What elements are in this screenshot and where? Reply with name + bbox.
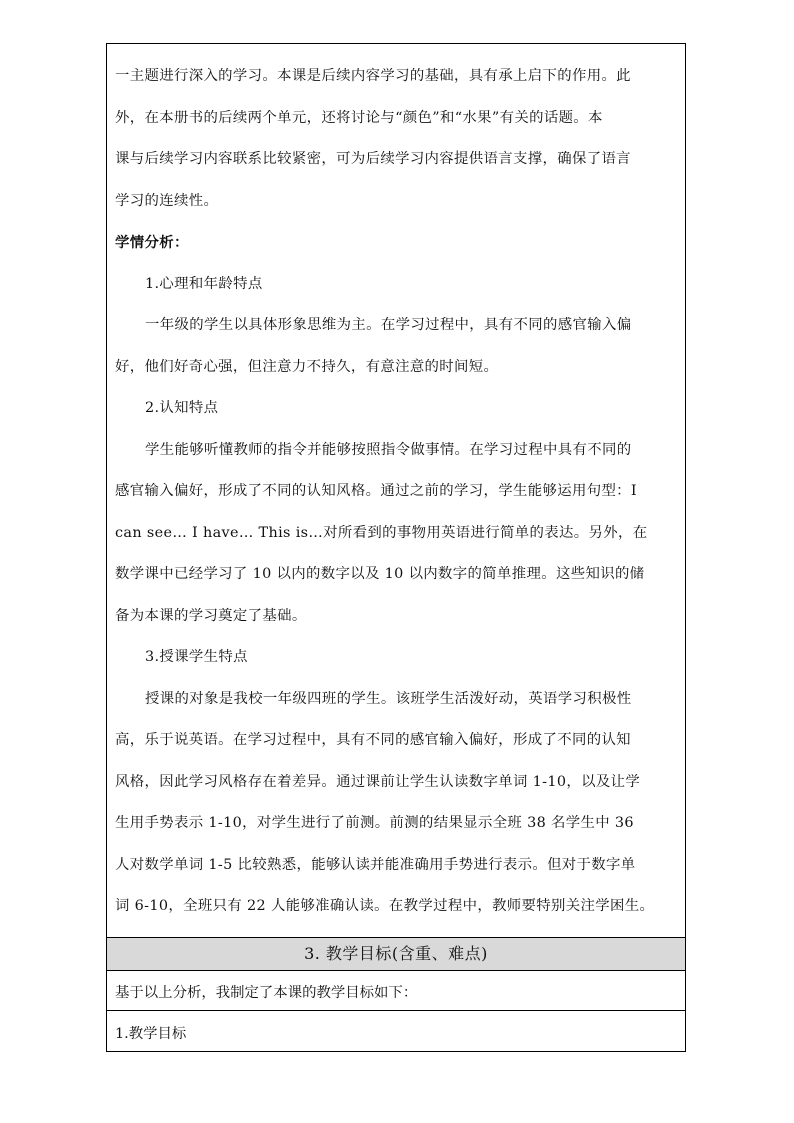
subsection-title-1: 1.心理和年龄特点 [145,275,263,292]
table-section-header: 3. 教学目标(含重、难点) [107,937,685,971]
paragraph-line: 感官输入偏好，形成了不同的认知风格。通过之前的学习，学生能够运用句型：I [115,483,637,499]
paragraph-line: 授课的对象是我校一年级四班的学生。该班学生活泼好动，英语学习积极性 [145,690,632,707]
paragraph-line: 备为本课的学习奠定了基础。 [115,607,307,624]
section-heading: 学情分析： [115,234,189,251]
table-row: 基于以上分析，我制定了本课的教学目标如下： [107,971,685,1011]
paragraph-line: 数学课中已经学习了 10 以内的数字以及 10 以内数字的简单推理。这些知识的储 [115,566,645,582]
paragraph-line: 生用手势表示 1-10，对学生进行了前测。前测的结果显示全班 38 名学生中 36 [115,815,634,831]
paragraph-line: 好，他们好奇心强，但注意力不持久，有意注意的时间短。 [115,358,499,375]
subsection-title-2: 2.认知特点 [145,400,219,416]
paragraph-line: 风格，因此学习风格存在着差异。通过课前让学生认读数字单词 1-10，以及让学 [115,773,641,790]
paragraph-line: can see… I have… This is…对所看到的事物用英语进行简单的表达。另外，在 [115,524,648,541]
intro-line: 课与后续学习内容联系比较紧密，可为后续学习内容提供语言支撑，确保了语言 [115,151,631,167]
intro-line: 学习的连续性。 [115,192,219,209]
analysis-cell [107,44,685,937]
paragraph-line: 词 6-10，全班只有 22 人能够准确认读。在教学过程中，教师要特别关注学困生。 [115,898,655,914]
document-table [106,43,686,1052]
intro-line: 外，在本册书的后续两个单元，还将讨论与“颜色”和“水果”有关的话题。本 [115,109,603,126]
intro-line: 一主题进行深入的学习。本课是后续内容学习的基础，具有承上启下的作用。此 [115,68,631,84]
subsection-title-3: 3.授课学生特点 [145,649,248,665]
paragraph-line: 人对数学单词 1-5 比较熟悉，能够认读并能准确用手势进行表示。但对于数字单 [115,856,636,873]
paragraph-line: 一年级的学生以具体形象思维为主。在学习过程中，具有不同的感官输入偏 [145,317,632,333]
paragraph-line: 学生能够听懂教师的指令并能够按照指令做事情。在学习过程中具有不同的 [145,441,632,458]
paragraph-line: 高，乐于说英语。在学习过程中，具有不同的感官输入偏好，形成了不同的认知 [115,732,631,748]
table-row: 1.教学目标 [115,1026,187,1042]
